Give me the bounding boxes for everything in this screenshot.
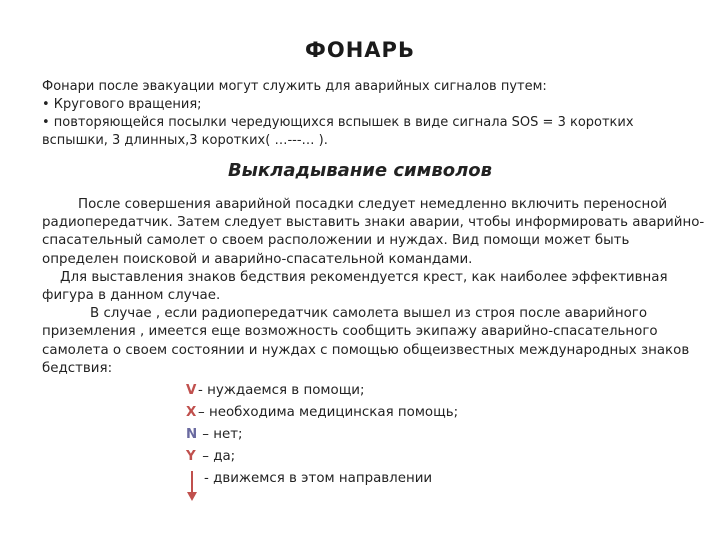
- symbol-item: [186, 380, 458, 402]
- symbol-item: [186, 446, 458, 468]
- body-line: определен поисковой и аварийно-спасательной командами.: [42, 251, 473, 267]
- body-line: Для выставления знаков бедствия рекомендуется крест, как наиболее эффективная: [60, 269, 668, 285]
- body-line: приземления , имеется еще возможность сообщить экипажу аварийно-спасательного: [42, 324, 658, 340]
- symbol-v: V: [186, 383, 197, 398]
- symbol-desc: - движемся в этом направлении: [204, 471, 433, 486]
- page-title: ФОНАРЬ: [305, 38, 415, 62]
- body-text: [42, 196, 705, 378]
- symbol-desc: – нет;: [198, 427, 243, 442]
- intro-line: Фонари после эвакуации могут служить для аварийных сигналов путем:: [42, 79, 547, 94]
- intro-bullet: • Кругового вращения;: [42, 97, 202, 112]
- body-line: радиопередатчик. Затем следует выставить знаки аварии, чтобы информировать аварийно-: [42, 215, 705, 231]
- symbol-desc: – да;: [198, 449, 236, 464]
- body-line: спасательный самолет о своем расположении и нуждах. Вид помощи может быть: [42, 233, 630, 249]
- body-line: бедствия:: [42, 360, 113, 376]
- body-line: После совершения аварийной посадки следует немедленно включить переносной: [78, 197, 668, 212]
- body-line: самолета о своем состоянии и нуждах с помощью общеизвестных международных знаков: [42, 342, 690, 358]
- symbol-n: N: [186, 427, 198, 442]
- symbol-item: [186, 468, 458, 490]
- distress-symbols-list: [186, 380, 458, 490]
- intro-line: вспышки, 3 длинных,3 коротких( …---… ).: [42, 133, 328, 148]
- symbol-y: Y: [186, 449, 196, 464]
- symbol-desc: - нуждаемся в помощи;: [198, 383, 365, 398]
- body-line: В случае , если радиопередатчик самолета вышел из строя после аварийного: [90, 306, 648, 322]
- symbol-desc: – необходима медицинская помощь;: [198, 405, 459, 420]
- symbol-item: [186, 424, 458, 446]
- down-arrow-icon: [186, 471, 198, 501]
- intro-bullet: • повторяющейся посылки чередующихся вспышек в виде сигнала SOS = 3 коротких: [42, 115, 634, 130]
- intro-paragraph: [42, 78, 692, 150]
- symbol-x: X: [186, 405, 197, 420]
- section-heading: Выкладывание символов: [227, 160, 493, 181]
- symbol-item: [186, 402, 458, 424]
- body-line: фигура в данном случае.: [42, 288, 221, 304]
